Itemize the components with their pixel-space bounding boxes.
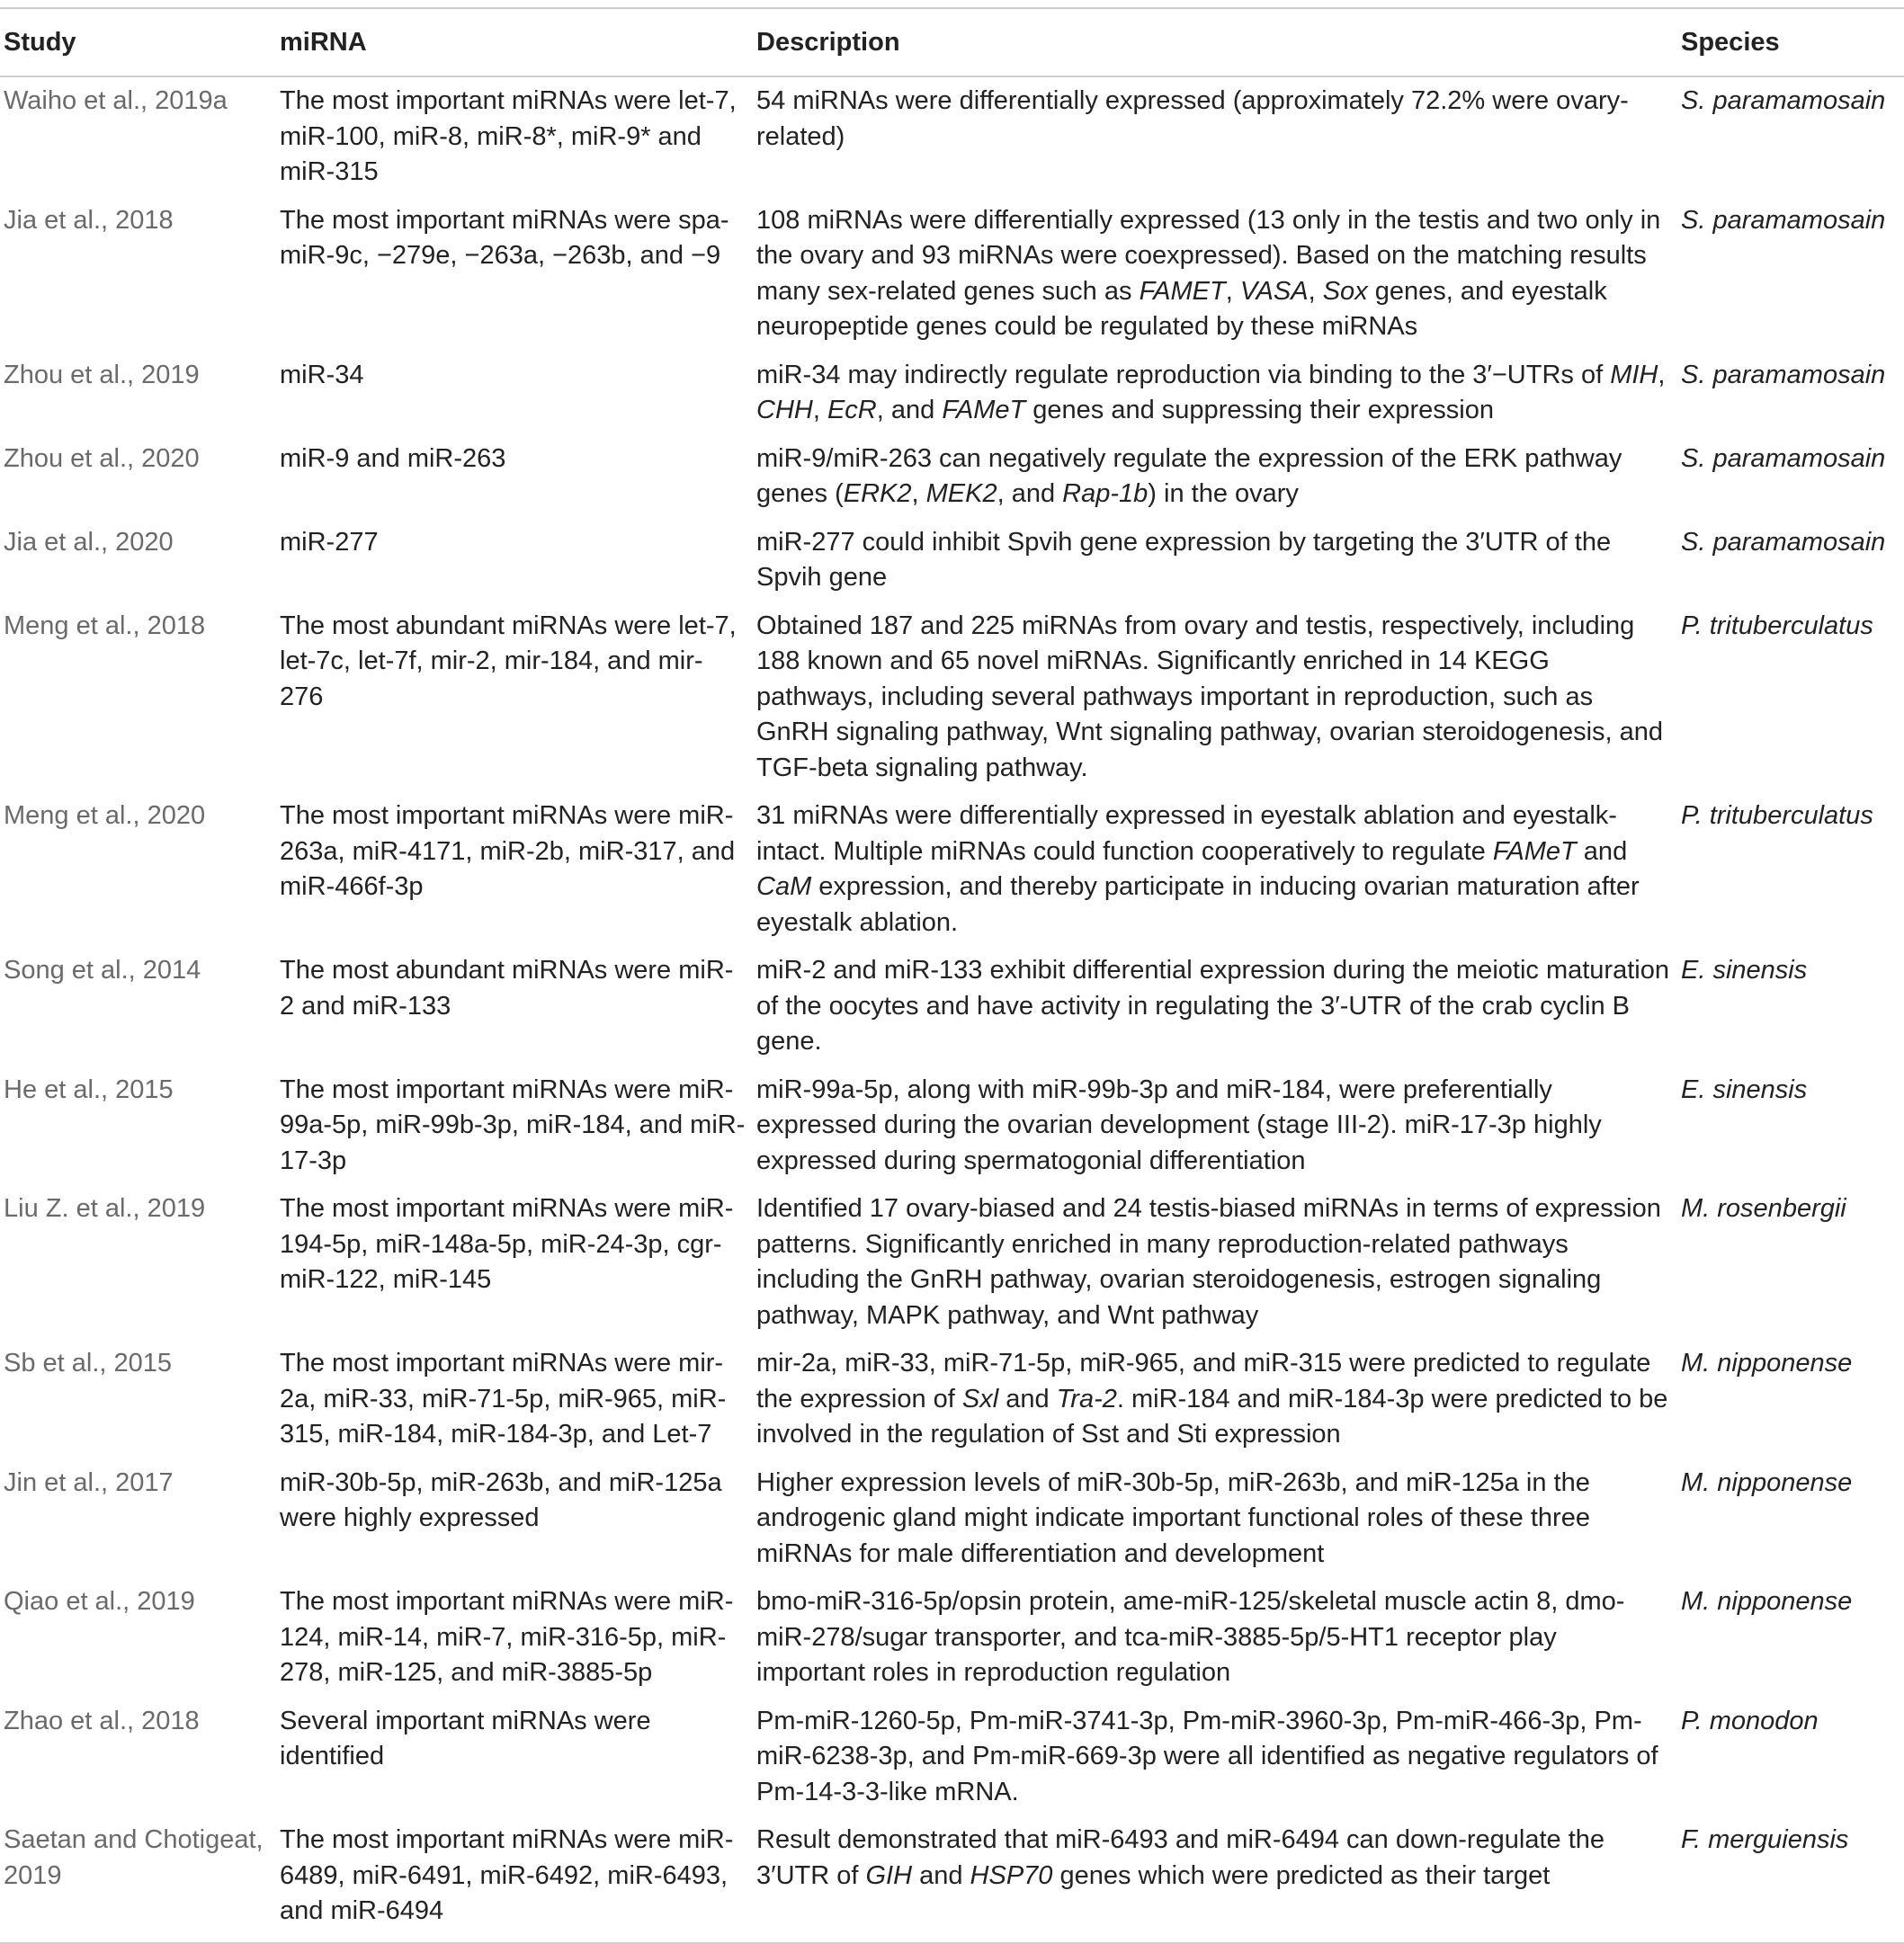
mirna-cell: miR-277	[280, 527, 379, 557]
table-row	[0, 519, 1904, 602]
species-cell: M. rosenbergii	[1681, 1194, 1846, 1223]
header-study: Study	[4, 28, 76, 57]
header-species: Species	[1681, 28, 1780, 57]
mirna-cell: Several important miRNAs were identified	[280, 1706, 651, 1770]
description-cell: miR-99a-5p, along with miR-99b-3p and miR-184, were preferentially expressed during the ovarian development (stage III-2). miR-17-3p highly expressed during spermatogonial differentiation	[756, 1075, 1602, 1175]
species-cell: S. paramamosain	[1681, 86, 1886, 115]
description-cell: miR-2 and miR-133 exhibit differential expression during the meiotic maturation of the oocytes and have activity in regulating the 3′-UTR of the crab cyclin B gene.	[756, 956, 1669, 1056]
table-row	[0, 1459, 1904, 1579]
description-cell: Pm-miR-1260-5p, Pm-miR-3741-3p, Pm-miR-3960-3p, Pm-miR-466-3p, Pm-miR-6238-3p, and Pm-miR-669-3p were all identified as negative regulators of Pm-14-3-3-like mRNA.	[756, 1706, 1658, 1806]
study-cell: Zhao et al., 2018	[4, 1706, 200, 1735]
description-cell: 31 miRNAs were differentially expressed in eyestalk ablation and eyestalk-intact. Multiple miRNAs could function cooperatively to regulate FAMeT and CaM expression, and thereby participate in inducing ovarian maturation after eyestalk ablation.	[756, 801, 1640, 937]
table-row	[0, 435, 1904, 519]
mirna-cell: The most abundant miRNAs were miR-2 and miR-133	[280, 956, 734, 1021]
gene-name: MEK2	[925, 479, 997, 508]
description-cell: miR-34 may indirectly regulate reproduction via binding to the 3′−UTRs of MIH, CHH, EcR, and FAMeT genes and suppressing their expression	[756, 360, 1666, 424]
study-cell: Qiao et al., 2019	[4, 1587, 195, 1616]
header-mirna: miRNA	[280, 28, 367, 57]
gene-name: Tra-2	[1056, 1384, 1117, 1413]
species-cell: E. sinensis	[1681, 956, 1808, 985]
study-cell: Liu Z. et al., 2019	[4, 1194, 206, 1223]
gene-name: HSP70	[970, 1860, 1053, 1890]
description-cell: Higher expression levels of miR-30b-5p, miR-263b, and miR-125a in the androgenic gland might indicate important functional roles of these three miRNAs for male differentiation and development	[756, 1467, 1590, 1568]
gene-name: Sxl	[961, 1384, 999, 1413]
species-cell: S. paramamosain	[1681, 205, 1886, 235]
species-cell: E. sinensis	[1681, 1075, 1808, 1104]
gene-name: ERK2	[843, 479, 912, 508]
study-cell: Jia et al., 2018	[4, 205, 174, 235]
mirna-cell: The most abundant miRNAs were let-7, let-7c, let-7f, mir-2, mir-184, and mir-276	[280, 611, 737, 711]
gene-name: EcR	[827, 396, 877, 424]
study-cell: Zhou et al., 2020	[4, 443, 200, 473]
gene-name: Sox	[1322, 276, 1368, 306]
description-cell: 54 miRNAs were differentially expressed (approximately 72.2% were ovary-related)	[756, 86, 1629, 151]
study-cell: Waiho et al., 2019a	[4, 86, 228, 115]
species-cell: M. nipponense	[1681, 1467, 1853, 1497]
gene-name: VASA	[1239, 276, 1309, 306]
table-header	[0, 8, 1904, 76]
header-row	[0, 8, 1904, 76]
description-cell: miR-277 could inhibit Spvih gene expression by targeting the 3′UTR of the Spvih gene	[756, 527, 1612, 592]
mirna-studies-table	[0, 7, 1904, 1944]
gene-name: MIH	[1610, 360, 1658, 389]
mirna-cell: The most important miRNAs were miR-263a, miR-4171, miR-2b, miR-317, and miR-466f-3p	[280, 801, 736, 901]
description-cell: bmo-miR-316-5p/opsin protein, ame-miR-125/skeletal muscle actin 8, dmo-miR-278/sugar transporter, and tca-miR-3885-5p/5-HT1 receptor play important roles in reproduction regulation	[756, 1587, 1625, 1687]
study-cell: Jin et al., 2017	[4, 1467, 174, 1497]
table-row	[0, 947, 1904, 1066]
mirna-cell: The most important miRNAs were spa-miR-9c, −279e, −263a, −263b, and −9	[280, 205, 729, 270]
study-cell: Meng et al., 2018	[4, 611, 206, 640]
header-description: Description	[756, 28, 900, 57]
species-cell: S. paramamosain	[1681, 443, 1886, 473]
description-cell: 108 miRNAs were differentially expressed (13 only in the testis and two only in the ovary and 93 miRNAs were coexpressed). Based on the matching results many sex-related genes such as FAMET, VASA, Sox genes, and eyestalk neuropeptide genes could be regulated by these miRNAs	[756, 205, 1661, 341]
species-cell: P. monodon	[1681, 1706, 1819, 1735]
table-row	[0, 1340, 1904, 1459]
species-cell: M. nipponense	[1681, 1349, 1853, 1378]
study-cell: He et al., 2015	[4, 1075, 174, 1104]
table-row	[0, 1185, 1904, 1340]
mirna-cell: The most important miRNAs were miR-99a-5p, miR-99b-3p, miR-184, and miR-17-3p	[280, 1075, 746, 1175]
description-cell: mir-2a, miR-33, miR-71-5p, miR-965, and miR-315 were predicted to regulate the expression of Sxl and Tra-2. miR-184 and miR-184-3p were predicted to be involved in the regulation of Sst and Sti expression	[756, 1349, 1668, 1449]
table-row	[0, 1816, 1904, 1943]
study-cell: Song et al., 2014	[4, 956, 201, 985]
species-cell: F. merguiensis	[1681, 1825, 1849, 1854]
table-row	[0, 352, 1904, 435]
table-row	[0, 1066, 1904, 1186]
gene-name: FAMET	[1139, 276, 1226, 306]
mirna-cell: The most important miRNAs were miR-6489, miR-6491, miR-6492, miR-6493, and miR-6494	[280, 1825, 734, 1925]
species-cell: P. trituberculatus	[1681, 801, 1873, 830]
table-row	[0, 76, 1904, 197]
study-cell: Jia et al., 2020	[4, 527, 174, 557]
species-cell: S. paramamosain	[1681, 527, 1886, 557]
gene-name: CHH	[756, 396, 813, 424]
description-cell: Result demonstrated that miR-6493 and miR-6494 can down-regulate the 3′UTR of GIH and HSP70 genes which were predicted as their target	[756, 1825, 1605, 1890]
gene-name: Rap-1b	[1062, 479, 1149, 508]
table-row	[0, 1578, 1904, 1698]
table-row	[0, 602, 1904, 793]
gene-name: FAMeT	[942, 396, 1026, 424]
study-cell: Sb et al., 2015	[4, 1349, 173, 1378]
species-cell: M. nipponense	[1681, 1587, 1853, 1616]
study-cell: Meng et al., 2020	[4, 801, 206, 830]
table-row	[0, 197, 1904, 352]
table-body	[0, 76, 1904, 1943]
description-cell: miR-9/miR-263 can negatively regulate the expression of the ERK pathway genes (ERK2, MEK2, and Rap-1b) in the ovary	[756, 443, 1622, 508]
gene-name: CaM	[756, 872, 812, 901]
mirna-cell: miR-34	[280, 360, 364, 389]
mirna-cell: miR-30b-5p, miR-263b, and miR-125a were highly expressed	[280, 1467, 722, 1532]
mirna-cell: miR-9 and miR-263	[280, 443, 506, 473]
species-cell: P. trituberculatus	[1681, 611, 1873, 640]
study-cell: Saetan and Chotigeat, 2019	[4, 1825, 264, 1890]
study-cell: Zhou et al., 2019	[4, 360, 200, 389]
species-cell: S. paramamosain	[1681, 360, 1886, 389]
mirna-cell: The most important miRNAs were miR-194-5p, miR-148a-5p, miR-24-3p, cgr-miR-122, miR-145	[280, 1194, 734, 1294]
table-row	[0, 1698, 1904, 1817]
gene-name: GIH	[865, 1860, 913, 1890]
table-row	[0, 792, 1904, 947]
mirna-cell: The most important miRNAs were let-7, miR-100, miR-8, miR-8*, miR-9* and miR-315	[280, 86, 737, 186]
gene-name: FAMeT	[1492, 836, 1577, 866]
description-cell: Obtained 187 and 225 miRNAs from ovary and testis, respectively, including 188 known and 65 novel miRNAs. Significantly enriched in 14 KEGG pathways, including several pathways important in reproduction, such as GnRH signaling pathway, Wnt signaling pathway, ovarian steroidogenesis, and TGF-beta signaling pathway.	[756, 611, 1664, 782]
mirna-cell: The most important miRNAs were mir-2a, miR-33, miR-71-5p, miR-965, miR-315, miR-184, miR-184-3p, and Let-7	[280, 1349, 727, 1449]
description-cell: Identified 17 ovary-biased and 24 testis-biased miRNAs in terms of expression patterns. Significantly enriched in many reproduction-related pathways including the GnRH pathway, ovarian steroidogenesis, estrogen signaling pathway, MAPK pathway, and Wnt pathway	[756, 1194, 1661, 1330]
mirna-cell: The most important miRNAs were miR-124, miR-14, miR-7, miR-316-5p, miR-278, miR-125, and miR-3885-5p	[280, 1587, 734, 1687]
